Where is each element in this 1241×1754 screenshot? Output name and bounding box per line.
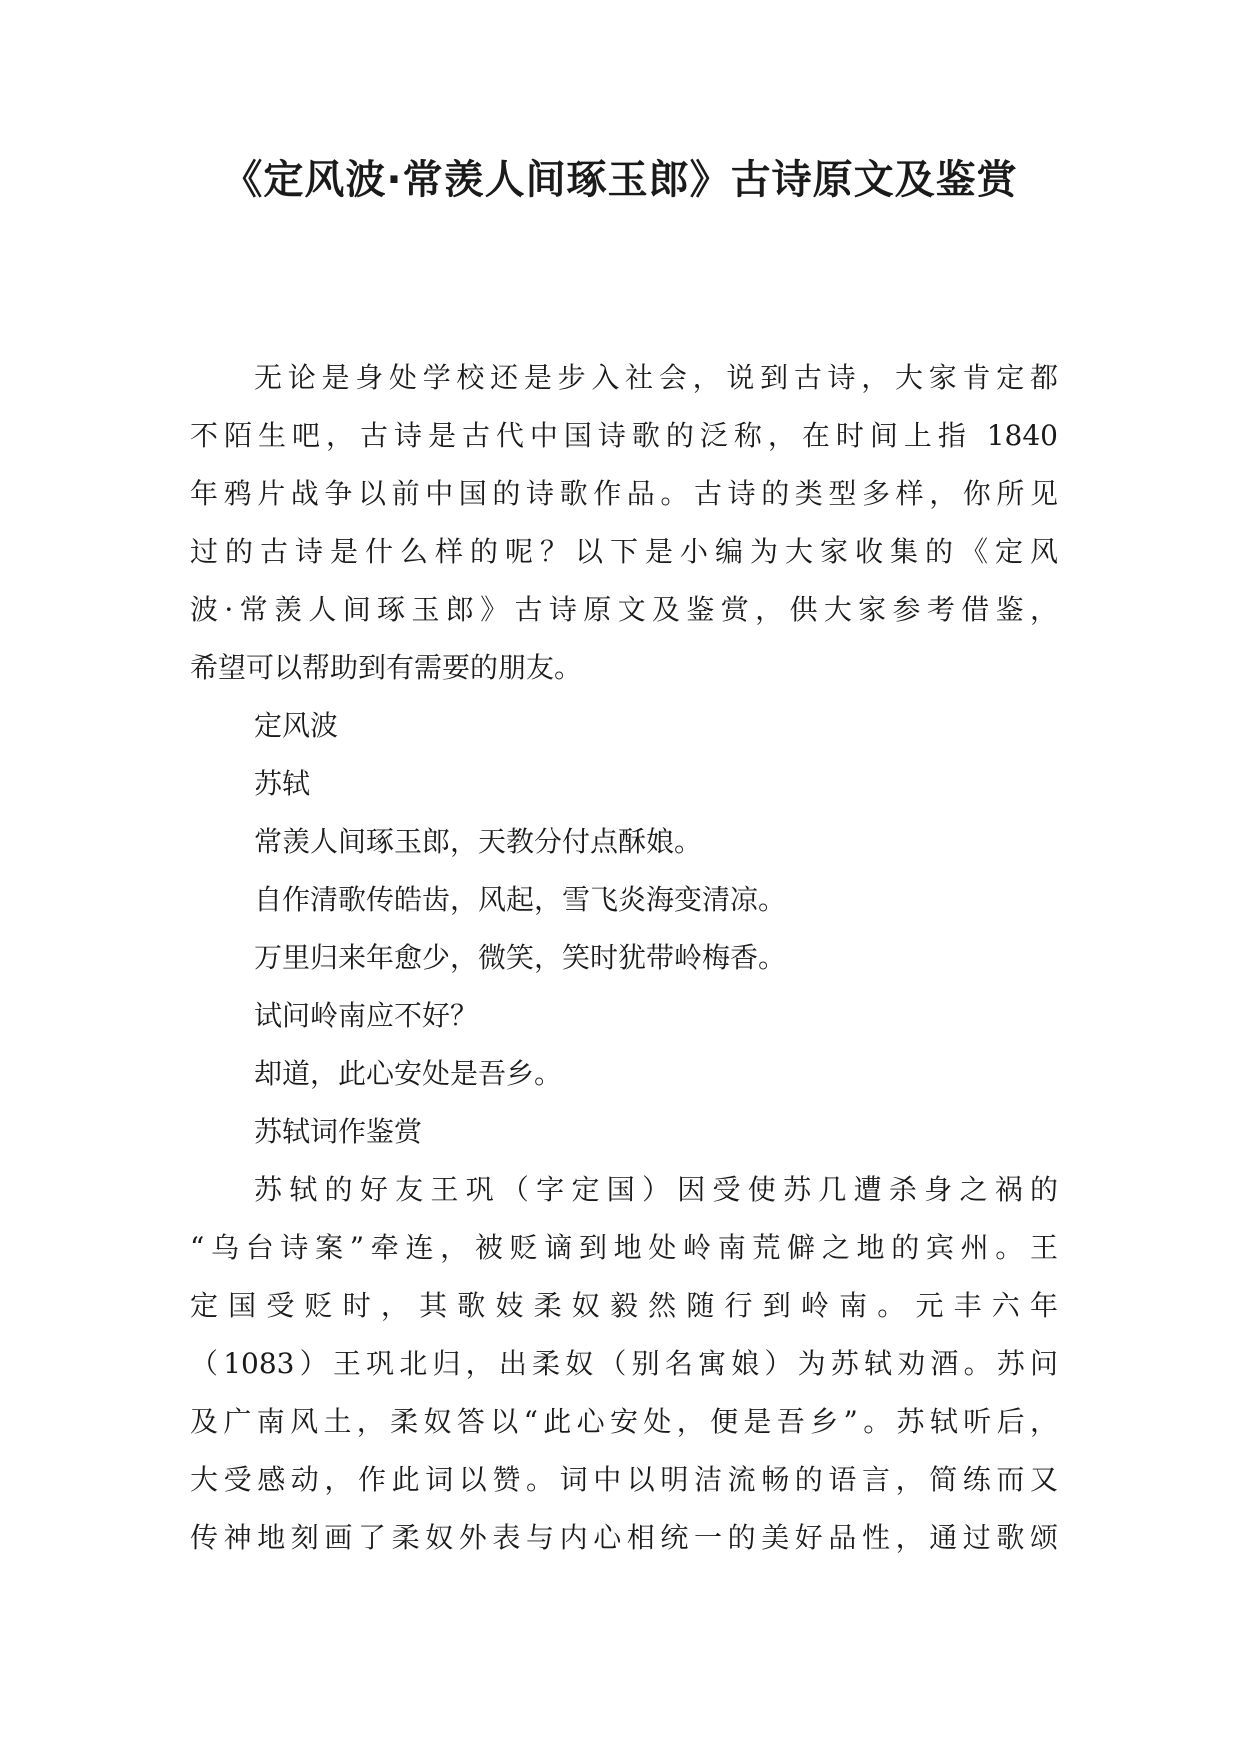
intro-line: 希望可以帮助到有需要的朋友。	[190, 651, 583, 684]
intro-line: 波·常羡人间琢玉郎》古诗原文及鉴赏，供大家参考借鉴，	[190, 593, 1058, 626]
appreciation-heading: 苏轼词作鉴赏	[254, 1115, 423, 1148]
appreciation-line: 大受感动，作此词以赞。词中以明洁流畅的语言，简练而又	[190, 1463, 1058, 1496]
intro-line: 不陌生吧，古诗是古代中国诗歌的泛称，在时间上指 1840	[190, 419, 1058, 452]
appreciation-line: “乌台诗案”牵连，被贬谪到地处岭南荒僻之地的宾州。王	[190, 1231, 1058, 1264]
appreciation-line: 定国受贬时，其歌妓柔奴毅然随行到岭南。元丰六年	[190, 1289, 1058, 1322]
intro-line: 年鸦片战争以前中国的诗歌作品。古诗的类型多样，你所见	[190, 477, 1058, 510]
poem-line: 万里归来年愈少，微笑，笑时犹带岭梅香。	[254, 941, 787, 974]
poem-line: 常羡人间琢玉郎，天教分付点酥娘。	[254, 825, 703, 858]
intro-line: 过的古诗是什么样的呢？以下是小编为大家收集的《定风	[190, 535, 1058, 568]
intro-line: 无论是身处学校还是步入社会，说到古诗，大家肯定都	[254, 361, 1058, 394]
poem-title: 定风波	[254, 709, 339, 742]
poem-line: 试问岭南应不好？	[254, 999, 479, 1032]
appreciation-line: （1083）王巩北归，出柔奴（别名寓娘）为苏轼劝酒。苏问	[190, 1347, 1058, 1380]
page-title: 《定风波·常羡人间琢玉郎》古诗原文及鉴赏	[222, 157, 1018, 203]
appreciation-line: 及广南风土，柔奴答以“此心安处，便是吾乡”。苏轼听后，	[190, 1405, 1058, 1438]
document-body	[190, 349, 1058, 1567]
poem-author: 苏轼	[254, 767, 311, 800]
poem-line: 自作清歌传皓齿，风起，雪飞炎海变清凉。	[254, 883, 787, 916]
appreciation-line: 传神地刻画了柔奴外表与内心相统一的美好品性，通过歌颂	[190, 1521, 1058, 1554]
appreciation-line: 苏轼的好友王巩（字定国）因受使苏几遭杀身之祸的	[254, 1173, 1058, 1206]
poem-line: 却道，此心安处是吾乡。	[254, 1057, 563, 1090]
